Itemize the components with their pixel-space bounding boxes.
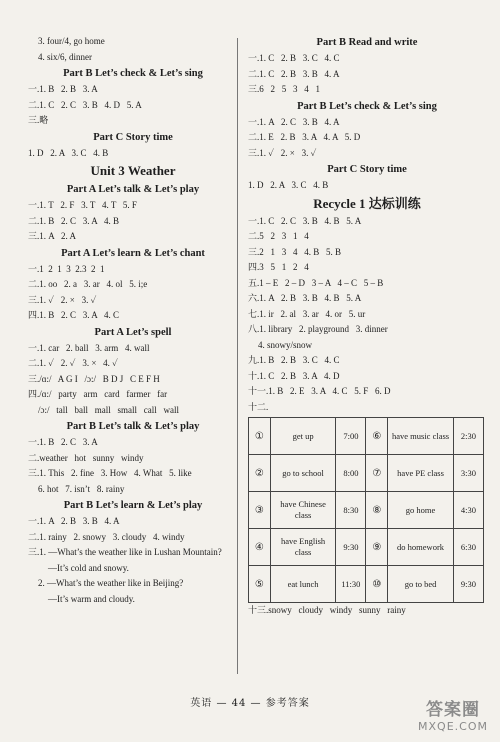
answer-line: 三.1. ✓ 2. × 3. ✓ <box>28 294 97 305</box>
table-cell: have English class <box>270 529 336 566</box>
table-cell: have Chinese class <box>270 492 336 529</box>
section-heading: Part B Let’s check & Let’s sing <box>63 68 203 79</box>
section-heading: Unit 3 Weather <box>90 163 176 178</box>
answer-line: 四.1. B 2. C 3. A 4. C <box>28 310 120 320</box>
answer-line: 三.1. ✓ 2. × 3. ✓ <box>248 147 317 158</box>
table-cell: 2:30 <box>453 418 483 455</box>
section-heading: Part C Story time <box>327 164 407 175</box>
answer-line-13: 十三.snowy cloudy windy sunny rainy <box>248 605 406 615</box>
answer-line: 一.1. A 2. C 3. B 4. A <box>248 116 340 127</box>
table-row <box>249 455 484 492</box>
table-cell: ④ <box>249 529 271 566</box>
column-divider <box>237 38 238 674</box>
table-row <box>249 418 484 455</box>
answer-line: 四./ɑ:/ party arm card farmer far <box>28 389 168 399</box>
table-cell: go home <box>388 492 454 529</box>
section-heading: Part A Let’s talk & Let’s play <box>66 184 200 195</box>
answer-line: 2. —What’s the weather like in Beijing? <box>38 578 184 588</box>
answer-line: 二.1. E 2. B 3. A 4. A 5. D <box>248 132 361 142</box>
table-row <box>249 566 484 603</box>
section-heading: Part A Let’s spell <box>94 326 172 338</box>
section-heading: Part C Story time <box>93 131 173 143</box>
answer-line: —It’s warm and cloudy. <box>48 593 135 604</box>
answer-line: 二.5 2 3 1 4 <box>248 231 309 241</box>
table-row <box>249 492 484 529</box>
answer-line: 三.2 1 3 4 4. B 5. B <box>248 246 342 257</box>
watermark-top: 答案圈 <box>426 700 480 720</box>
table-cell: do homework <box>388 529 454 566</box>
answer-line: 九.1. B 2. B 3. C 4. C <box>248 355 340 365</box>
table-cell: 8:30 <box>336 492 366 529</box>
answer-line: 八.1. library 2. playground 3. dinner <box>248 324 388 334</box>
table-cell: get up <box>270 418 336 455</box>
right-column <box>248 34 486 619</box>
answer-line: 一.1. T 2. F 3. T 4. T 5. F <box>28 200 137 210</box>
answer-line: 4. snowy/snow <box>258 339 313 350</box>
table-cell: 8:00 <box>336 455 366 492</box>
table-cell: ① <box>249 418 271 455</box>
answer-line: 一.1. C 2. C 3. B 4. B 5. A <box>248 215 362 226</box>
answer-line: 6. hot 7. isn’t 8. rainy <box>38 483 125 494</box>
answer-line: 一.1. B 2. C 3. A <box>28 437 98 447</box>
answer-line: 一.1 2 1 3 2.3 2 1 <box>28 263 105 274</box>
answer-line: 二.weather hot sunny windy <box>28 452 144 463</box>
table-cell: ⑩ <box>366 566 388 603</box>
watermark-bottom: MXQE.COM <box>418 720 488 733</box>
right-answer-lines <box>248 34 486 415</box>
answer-line: 3. four/4, go home <box>38 36 105 46</box>
table-cell: 9:30 <box>453 566 483 603</box>
answer-line: 一.1. B 2. B 3. A <box>28 84 98 94</box>
answer-line: 四.3 5 1 2 4 <box>248 262 309 272</box>
table-cell: ⑤ <box>249 566 271 603</box>
table-cell: ⑧ <box>366 492 388 529</box>
answer-line: 十.1. C 2. B 3. A 4. D <box>248 370 340 381</box>
page-footer: 英语 — 44 — 参考答案 <box>190 698 310 709</box>
answer-line: 三.6 2 5 3 4 1 <box>248 84 321 94</box>
answer-line: —It’s cold and snowy. <box>48 562 129 573</box>
watermark-logo <box>410 700 496 740</box>
table-cell: ⑥ <box>366 418 388 455</box>
answer-line: 六.1. A 2. B 3. B 4. B 5. A <box>248 293 362 303</box>
answer-line: 二.1. C 2. C 3. B 4. D 5. A <box>28 99 142 110</box>
table-cell: ⑨ <box>366 529 388 566</box>
section-heading: Recycle 1 达标训练 <box>313 195 421 211</box>
table-cell: go to school <box>270 455 336 492</box>
table-cell: eat lunch <box>270 566 336 603</box>
answer-line: 三./ɑ:/ A G I /ɔ:/ B D J C E F H <box>28 373 160 384</box>
answer-line: 七.1. ir 2. al 3. ar 4. or 5. ur <box>248 308 366 319</box>
answer-line: 1. D 2. A 3. C 4. B <box>28 147 109 158</box>
answer-line: 一.1. A 2. B 3. B 4. A <box>28 516 120 526</box>
table-cell: 4:30 <box>453 492 483 529</box>
table-row <box>249 529 484 566</box>
answer-line: 十二. <box>248 401 269 412</box>
table-cell: ③ <box>249 492 271 529</box>
section-heading: Part A Let’s learn & Let’s chant <box>61 247 205 259</box>
table-cell: have PE class <box>388 455 454 492</box>
answer-line: 一.1. C 2. B 3. C 4. C <box>248 53 340 63</box>
table-cell: 9:30 <box>336 529 366 566</box>
answer-line: 二.1. oo 2. a 3. ar 4. ol 5. i;e <box>28 279 148 289</box>
table-cell: 6:30 <box>453 529 483 566</box>
answer-line: 二.1. C 2. B 3. B 4. A <box>248 68 340 79</box>
answer-line: /ɔ:/ tall ball mall small call wall <box>38 404 179 415</box>
table-cell: go to bed <box>388 566 454 603</box>
table-cell: 7:00 <box>336 418 366 455</box>
left-column <box>28 34 238 607</box>
answer-line: 三.1. A 2. A <box>28 231 77 241</box>
section-heading: Part B Read and write <box>316 37 418 48</box>
answer-line: 三.略 <box>28 115 49 125</box>
answer-line: 二.1. B 2. C 3. A 4. B <box>28 215 120 226</box>
table-cell: ⑦ <box>366 455 388 492</box>
section-heading: Part B Let’s check & Let’s sing <box>297 100 437 112</box>
answer-line: 二.1. rainy 2. snowy 3. cloudy 4. windy <box>28 531 185 542</box>
schedule-table <box>248 417 484 603</box>
answer-line: 一.1. car 2. ball 3. arm 4. wall <box>28 342 150 353</box>
answer-line: 4. six/6, dinner <box>38 51 92 62</box>
table-cell: 3:30 <box>453 455 483 492</box>
answer-line: 五.1 – E 2 – D 3 – A 4 – C 5 – B <box>248 277 384 288</box>
section-heading: Part B Let’s learn & Let’s play <box>63 500 203 511</box>
answer-line: 十一.1. B 2. E 3. A 4. C 5. F 6. D <box>248 386 391 396</box>
table-cell: 11:30 <box>336 566 366 603</box>
table-cell: have music class <box>388 418 454 455</box>
table-cell: ② <box>249 455 271 492</box>
answer-line: 三.1. This 2. fine 3. How 4. What 5. like <box>28 468 192 478</box>
answer-line: 1. D 2. A 3. C 4. B <box>248 180 329 190</box>
section-heading: Part B Let’s talk & Let’s play <box>66 421 200 432</box>
answer-line: 三.1. —What’s the weather like in Lushan Mountain? <box>28 547 222 557</box>
answer-line: 二.1. ✓ 2. ✓ 3. × 4. ✓ <box>28 358 118 368</box>
